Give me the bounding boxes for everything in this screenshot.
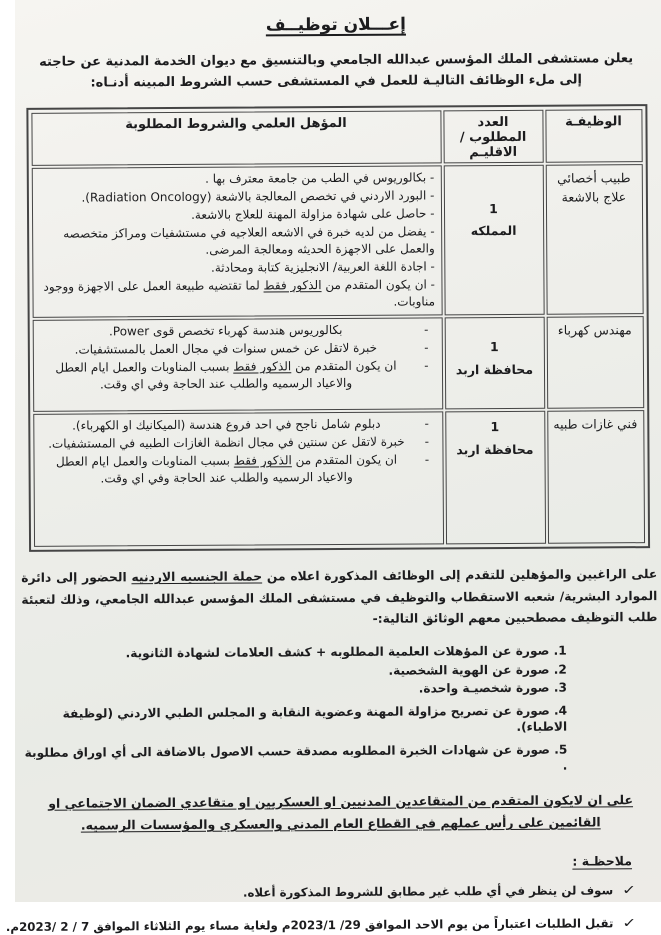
note-heading: ملاحظـة :	[572, 852, 633, 869]
dash-bullet: -	[424, 340, 429, 355]
note-text-dates: تقبل الطلبات اعتباراً من يوم الاحد الموافق 29/ 2023/1م ولغاية مساء يوم الثلاثاء الموافق 7 / 2 /2023م.	[5, 916, 614, 934]
count-region-cell	[443, 165, 544, 316]
count-value: 1	[490, 419, 500, 435]
required-documents-list	[17, 643, 568, 777]
gender-post: بسبب المناوبات والعمل ايام العطل والاعياد الرسميه والطلب عند الحاجة وفي اي وقت.	[55, 453, 353, 486]
dash-bullet: -	[424, 434, 430, 449]
qualifications-cell	[31, 165, 442, 318]
note-item	[18, 883, 636, 902]
qualification-item-gender	[39, 358, 431, 394]
dash-bullet: -	[424, 322, 429, 337]
dash-bullet: -	[424, 452, 430, 467]
gender-underlined: الذكور فقط	[233, 453, 292, 468]
region-value: محافظة اربد	[455, 361, 534, 377]
document-item: 3. صورة شخصيـة واحدة.	[418, 680, 567, 696]
table-row-medical-gases-technician	[33, 410, 645, 547]
qualification-item: - خبرة لاتقل عن خمس سنوات في مجال العمل بالمستشفيات.	[39, 340, 431, 359]
qualification-item-gender	[39, 276, 435, 312]
region-value: محافظة اربد	[456, 441, 534, 457]
page-title	[13, 0, 659, 37]
document-item: 4. صورة عن تصريح مزاولة المهنة وعضوية النقابة و المجلس الطبي الاردني (لوظيفة الاطباء).	[62, 703, 568, 735]
document-scan	[5, 0, 661, 935]
qualification-item: - البورد الاردني في تخصص المعالجة بالاشعة (Radiation Oncology).	[81, 188, 435, 205]
apply-pre: على الراغبين والمؤهلين للتقدم إلى الوظائف المذكورة اعلاه من	[262, 567, 658, 584]
gender-pre: ان يكون المتقدم من	[291, 358, 397, 374]
qualification-item: - خبرة لاتقل عن سنتين في مجال انظمة الغازات الطبيه في المستشفيات.	[40, 434, 432, 453]
apply-underlined-nationality: حملة الجنسيه الاردنيه	[131, 569, 263, 585]
note-item	[5, 915, 637, 935]
table-header-row	[31, 109, 642, 166]
job-title-cell: مهندس كهرباء	[546, 316, 644, 409]
header-job: الوظيفـة	[545, 109, 642, 163]
dash-bullet: -	[424, 358, 429, 373]
qualifications-cell	[33, 411, 444, 547]
application-instructions-paragraph	[21, 564, 657, 632]
apply-post: الحضور إلى دائرة الموارد البشرية/ شعبه الاستقطاب والتوظيف في مستشفى الملك المؤسس عبدالله الجامعي، وذلك لتعبئة طلب التوظيف مصطحبين معهم الوثائق التالية:-	[21, 570, 658, 626]
document-item: 5. صورة عن شهادات الخبرة المطلوبه مصدقة حسب الاصول بالاضافة الى أي اوراق مطلوبة .	[24, 742, 568, 773]
gender-post: بسبب المناوبات والعمل ايام العطل والاعياد الرسميه والطلب عند الحاجة وفي اي وقت.	[55, 359, 353, 392]
notes-list	[5, 882, 637, 935]
note-text: سوف لن ينظر في أي طلب غير مطابق للشروط المذكورة أعلاه.	[242, 883, 614, 900]
count-value: 1	[489, 200, 498, 216]
table-row-electrical-engineer	[32, 316, 644, 412]
count-region-cell	[445, 411, 546, 545]
document-item: 1. صورة عن المؤهلات العلمية المطلوبه + كشف العلامات لشهادة الثانوية.	[125, 643, 567, 660]
job-title-cell: فني غازات طبيه	[547, 410, 645, 544]
table-row-radiation-oncologist	[31, 164, 643, 318]
gender-pre: - ان يكون المتقدم من	[321, 277, 436, 293]
qualification-item: - دبلوم شامل ناجح في احد فروع هندسة (الميكانيك او الكهرباء).	[40, 416, 432, 435]
dash-bullet: -	[424, 416, 430, 431]
checkmark-icon: ✓	[622, 915, 637, 931]
header-count-region: العدد المطلوب / الاقليـم	[443, 110, 543, 164]
qualification-item: - حاصل على شهادة مزاولة المهنة للعلاج بالاشعة.	[191, 206, 435, 222]
count-value: 1	[489, 339, 499, 355]
checkmark-icon: ✓	[621, 882, 637, 898]
retirees-warning-paragraph: على ان لايكون المتقدم من المتقاعدين المدنيين او العسكريين او متقاعدي الضمان الاجتماعي او القائمين على رأس عملهم في القطاع العام المدني والعسكري والمؤسسات الرسميه.	[48, 791, 634, 833]
gender-underlined: الذكور فقط	[233, 359, 292, 374]
qualification-item: - بكالوريوس هندسة كهرباء تخصص قوى Power.	[39, 322, 431, 341]
jobs-table	[29, 107, 647, 549]
count-region-cell	[444, 317, 545, 410]
gender-post: لما تقتضيه طبيعة العمل على الاجهزة ووجود مناوبات.	[43, 278, 436, 309]
page-title-text: إعـــلان توظيــف	[265, 14, 406, 36]
scanned-job-announcement-page	[5, 0, 661, 934]
region-value: المملكه	[470, 223, 517, 239]
job-title-cell: طبيب أخصائي علاج بالاشعة	[545, 164, 643, 315]
gender-pre: ان يكون المتقدم من	[291, 452, 398, 468]
qualification-item: - بكالوريوس في الطب من جامعة معترف بها .	[205, 170, 435, 186]
qualification-item-gender	[40, 452, 432, 488]
jobs-table-frame	[26, 104, 650, 552]
note-heading-wrap	[18, 834, 661, 873]
document-item: 2. صورة عن الهوية الشخصية.	[388, 662, 567, 678]
qualifications-cell	[32, 317, 443, 412]
header-qualifications: المؤهل العلمي والشروط المطلوبة	[31, 110, 441, 166]
qualification-item: - اجادة اللغة العربية/ الانجليزية كتابة ومحادثة.	[210, 259, 435, 275]
intro-paragraph: يعلن مستشفى الملك المؤسس عبدالله الجامعي وبالتنسيق مع ديوان الخدمة المدنية عن حاجته إلى ملء الوظائف التاليـة للعمل في المستشفى حسب الشروط المبينه أدنـاه:	[39, 51, 634, 91]
qualification-item: - يفضل من لديه خبرة في الاشعه العلاجيه في مستشفيات ومراكز متخصصه والعمل على الاجهزة الحديثه ومعالجة المرضى.	[63, 224, 435, 257]
gender-underlined: الذكور فقط	[263, 278, 322, 293]
